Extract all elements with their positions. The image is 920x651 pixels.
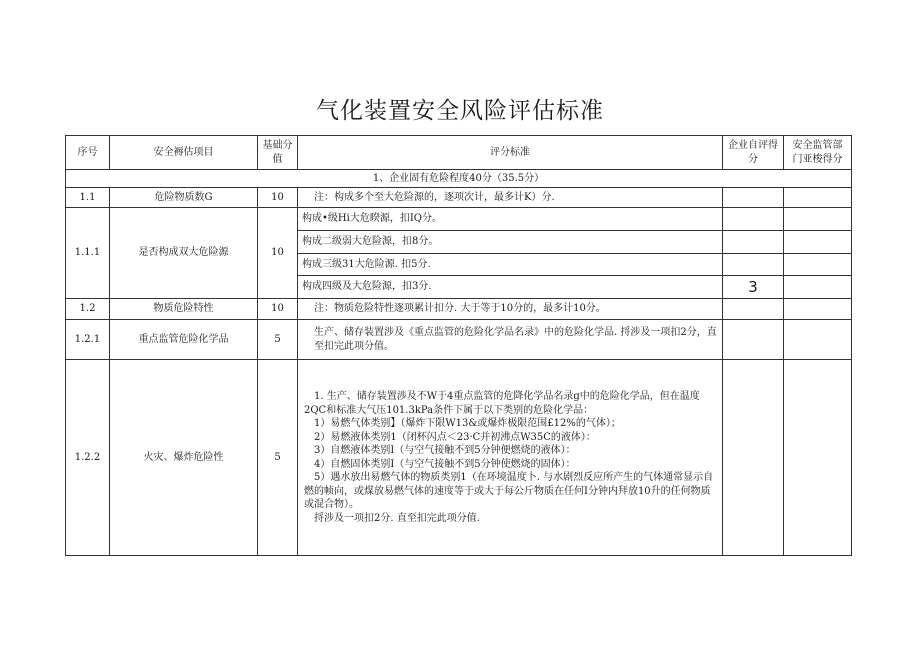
regulator-score-cell [784, 276, 852, 299]
header-regulator-score: 安全监管部门亚梭得分 [784, 136, 852, 170]
row-item: 危险物质数G [110, 188, 258, 208]
row-seq: 1.2.1 [66, 320, 110, 360]
row-seq: 1.1 [66, 188, 110, 208]
regulator-score-cell [784, 320, 852, 360]
row-base: 10 [258, 299, 298, 320]
criteria-paragraph: 1）易燃气体类别】（爆炸下限W13&或爆炸极限范围£12%的气体）； [314, 418, 621, 429]
row-criteria: 生产、储存装置涉及《重点监管的危险化学品名录》中的危险化学品. 捋涉及一项扣2分，直至扣完此项分值。 [298, 320, 723, 360]
header-base: 基础分值 [258, 136, 298, 170]
row-item: 物质危险特性 [110, 299, 258, 320]
criteria-line: 构成二级弱大危险源，扣8分。 [298, 231, 723, 254]
table-row [66, 299, 852, 320]
row-item: 是否构成双大危险源 [110, 208, 258, 299]
criteria-line: 构成四级及大危险源，扣3分. [298, 276, 723, 299]
self-score-cell [723, 254, 784, 276]
self-score-value: 3 [723, 276, 784, 299]
row-seq: 1.2 [66, 299, 110, 320]
regulator-score-cell [784, 254, 852, 276]
criteria-paragraph: 4）自燃固体类别I（与空气接触不到5分钟使燃烧的固体）： [314, 458, 576, 470]
row-base: 5 [258, 360, 298, 556]
self-score-cell [723, 188, 784, 208]
table-row [66, 320, 852, 360]
row-seq: 1.2.2 [66, 360, 110, 556]
self-score-cell [723, 208, 784, 231]
regulator-score-cell [784, 231, 852, 254]
section-row [66, 170, 852, 188]
row-base: 5 [258, 320, 298, 360]
regulator-score-cell [784, 299, 852, 320]
criteria-line: 构成•级Hi大危睽源，扣IQ分。 [298, 208, 723, 231]
evaluation-table [65, 135, 852, 556]
criteria-paragraph: 2）易燃液体类别1（闭杯闪点＜23·C并初沸点W35C的液体）： [314, 431, 596, 443]
header-item: 安全褥估项目 [110, 136, 258, 170]
criteria-paragraph: 捋涉及一项扣2分. 直至扣完此项分值. [314, 512, 480, 524]
regulator-score-cell [784, 360, 852, 556]
section-title: 1、企业固有危险程度40分（35.5分） [66, 170, 852, 188]
table-row [66, 208, 852, 231]
criteria-paragraph: 1. 生产、储存装置涉及不W于4重点监管的危降化学品名录g中的危险化学品，但在温度2QC和标准大气压101.3kPa条件下属于以下类别的危险化学品： [304, 391, 700, 416]
regulator-score-cell [784, 188, 852, 208]
self-score-cell [723, 231, 784, 254]
row-criteria: 注：物质危险特性逐项累计扣分. 大于等于10分的，最多计10分。 [298, 299, 723, 320]
header-criteria: 评分标准 [298, 136, 723, 170]
self-score-cell [723, 299, 784, 320]
row-seq: 1.1.1 [66, 208, 110, 299]
criteria-paragraph: 5）遇水放出易燃气体的物质类别1（在环境温度卜. 与水剧烈反应所产生的气体通常显示自燃的帧向，或煤放易燃气体的速度等于或大于每公斤物质在任何I分钟内拜放10升的任何物质或混合物）。 [304, 472, 714, 510]
row-criteria [298, 360, 723, 556]
criteria-paragraph: 3）自燃液体类别I（与空气接触不到5分钟便燃烧的液体）： [314, 445, 576, 456]
self-score-cell [723, 320, 784, 360]
header-self-score: 企业自评得分 [723, 136, 784, 170]
row-criteria: 注：构成多个至大危险源的，逐项次计，最多计K）分. [298, 188, 723, 208]
regulator-score-cell [784, 208, 852, 231]
criteria-line: 构成三级31大危险源. 扣5分. [298, 254, 723, 276]
row-base: 10 [258, 208, 298, 299]
row-base: 10 [258, 188, 298, 208]
page-title: 气化装置安全风险评估标准 [316, 98, 604, 124]
table-row [66, 360, 852, 556]
table-row [66, 188, 852, 208]
header-seq: 序号 [66, 136, 110, 170]
row-item: 重点监管危险化学品 [110, 320, 258, 360]
row-item: 火灾、爆炸危险性 [110, 360, 258, 556]
header-row [66, 136, 852, 170]
self-score-cell [723, 360, 784, 556]
